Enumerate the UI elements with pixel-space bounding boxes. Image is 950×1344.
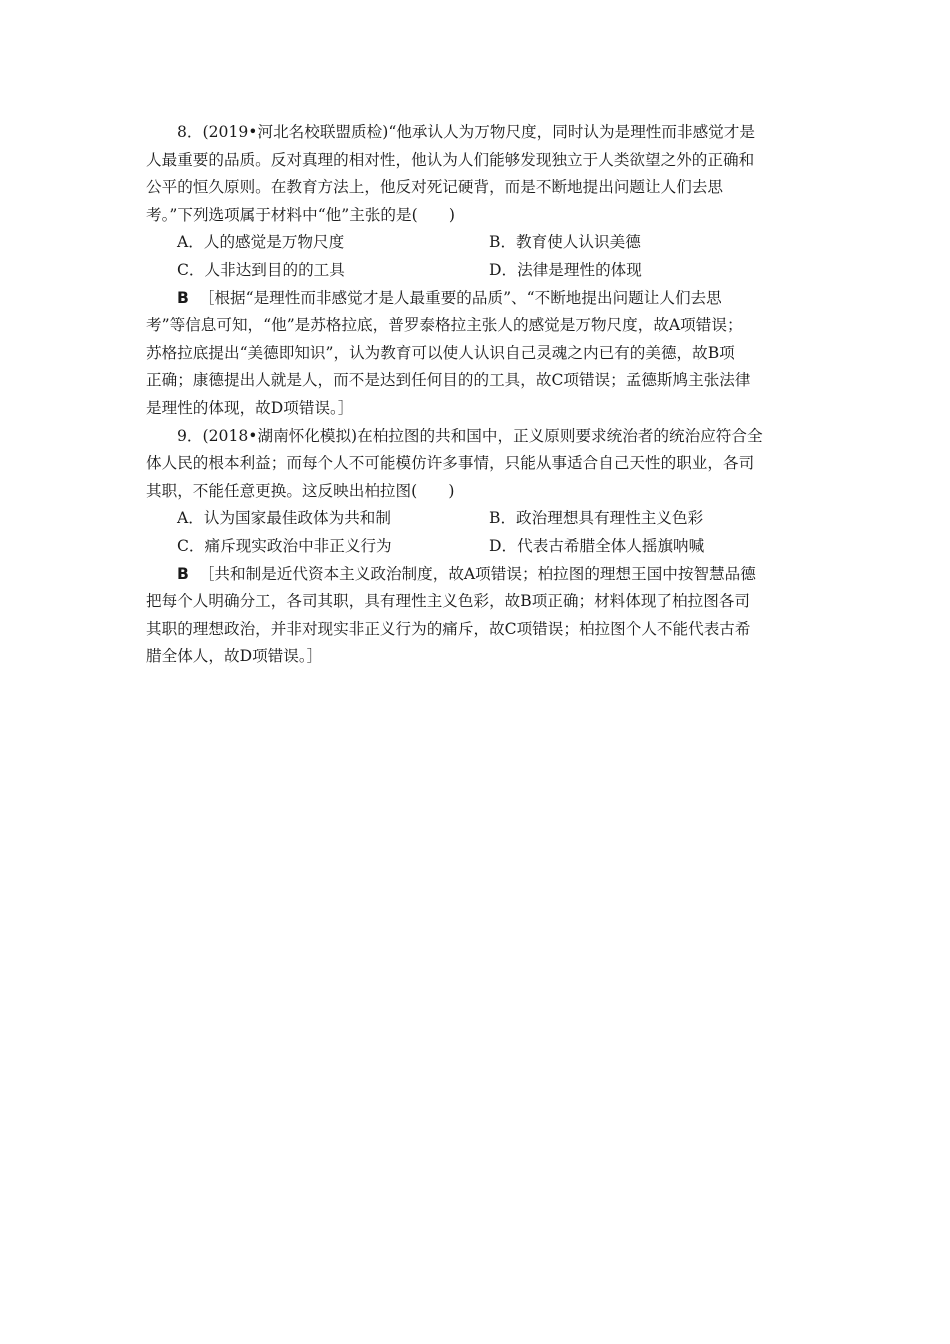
question-8-explanation-line-2: 考”等信息可知，“他”是苏格拉底，普罗泰格拉主张人的感觉是万物尺度，故A项错误； [146,316,743,335]
question-9-explanation-line-1 [146,561,810,589]
question-9-stem-line-3: 其职，不能任意更换。这反映出柏拉图( ) [146,481,455,500]
question-9-answer: B [177,564,189,583]
question-8-explanation-line-3: 苏格拉底提出“美德即知识”，认为教育可以使人认识自己灵魂之内已有的美德，故B项 [146,343,735,362]
question-8-option-c: C．人非达到目的的工具 [177,260,345,279]
question-8 [146,119,810,423]
question-8-explanation-line-4: 正确；康德提出人就是人，而不是达到任何目的的工具，故C项错误；孟德斯鸠主张法律 [146,371,751,390]
question-9-explanation-line-3: 其职的理想政治，并非对现实非正义行为的痛斥，故C项错误；柏拉图个人不能代表古希 [146,619,751,638]
question-9-stem-line-2: 体人民的根本利益；而每个人不可能模仿许多事情，只能从事适合自己天性的职业，各司 [146,454,755,473]
question-8-stem-line-4: 考。”下列选项属于材料中“他”主张的是( ) [146,205,455,224]
question-9-option-c: C．痛斥现实政治中非正义行为 [177,536,392,555]
question-8-explanation-text-1: ［根据“是理性而非感觉才是人最重要的品质”、“不断地提出问题让人们去思 [198,288,722,307]
document-page [146,119,810,671]
question-9 [146,423,810,671]
question-8-option-d: D．法律是理性的体现 [489,260,642,279]
question-9-explanation-line-2: 把每个人明确分工，各司其职，具有理性主义色彩，故B项正确；材料体现了柏拉图各司 [146,592,751,611]
question-9-options-row-1 [146,505,810,533]
question-8-explanation-line-1 [146,285,810,313]
question-8-stem-line-1: 8．(2019•河北名校联盟质检)“他承认人为万物尺度，同时认为是理性而非感觉才是 [177,123,755,141]
question-9-stem-line-1: 9．(2018•湖南怀化模拟)在柏拉图的共和国中，正义原则要求统治者的统治应符合全 [177,426,763,445]
question-8-option-a: A．人的感觉是万物尺度 [177,233,345,252]
question-9-explanation-line-4: 腊全体人，故D项错误。］ [146,647,323,666]
question-9-options-row-2 [146,533,810,561]
question-8-options-row-2 [146,257,810,285]
question-8-answer: B [177,288,189,307]
question-9-explanation-text-1: ［共和制是近代资本主义政治制度，故A项错误；柏拉图的理想王国中按智慧品德 [198,564,756,583]
question-8-explanation-line-5: 是理性的体现，故D项错误。］ [146,398,354,417]
question-8-option-b: B．教育使人认识美德 [489,233,641,252]
question-9-option-d: D．代表古希腊全体人摇旗呐喊 [489,536,705,555]
question-8-stem-line-2: 人最重要的品质。反对真理的相对性，他认为人们能够发现独立于人类欲望之外的正确和 [146,150,755,169]
question-8-stem-line-3: 公平的恒久原则。在教育方法上，他反对死记硬背，而是不断地提出问题让人们去思 [146,178,723,197]
question-8-options-row-1 [146,229,810,257]
question-9-option-b: B．政治理想具有理性主义色彩 [489,509,704,528]
question-9-option-a: A．认为国家最佳政体为共和制 [177,509,391,528]
